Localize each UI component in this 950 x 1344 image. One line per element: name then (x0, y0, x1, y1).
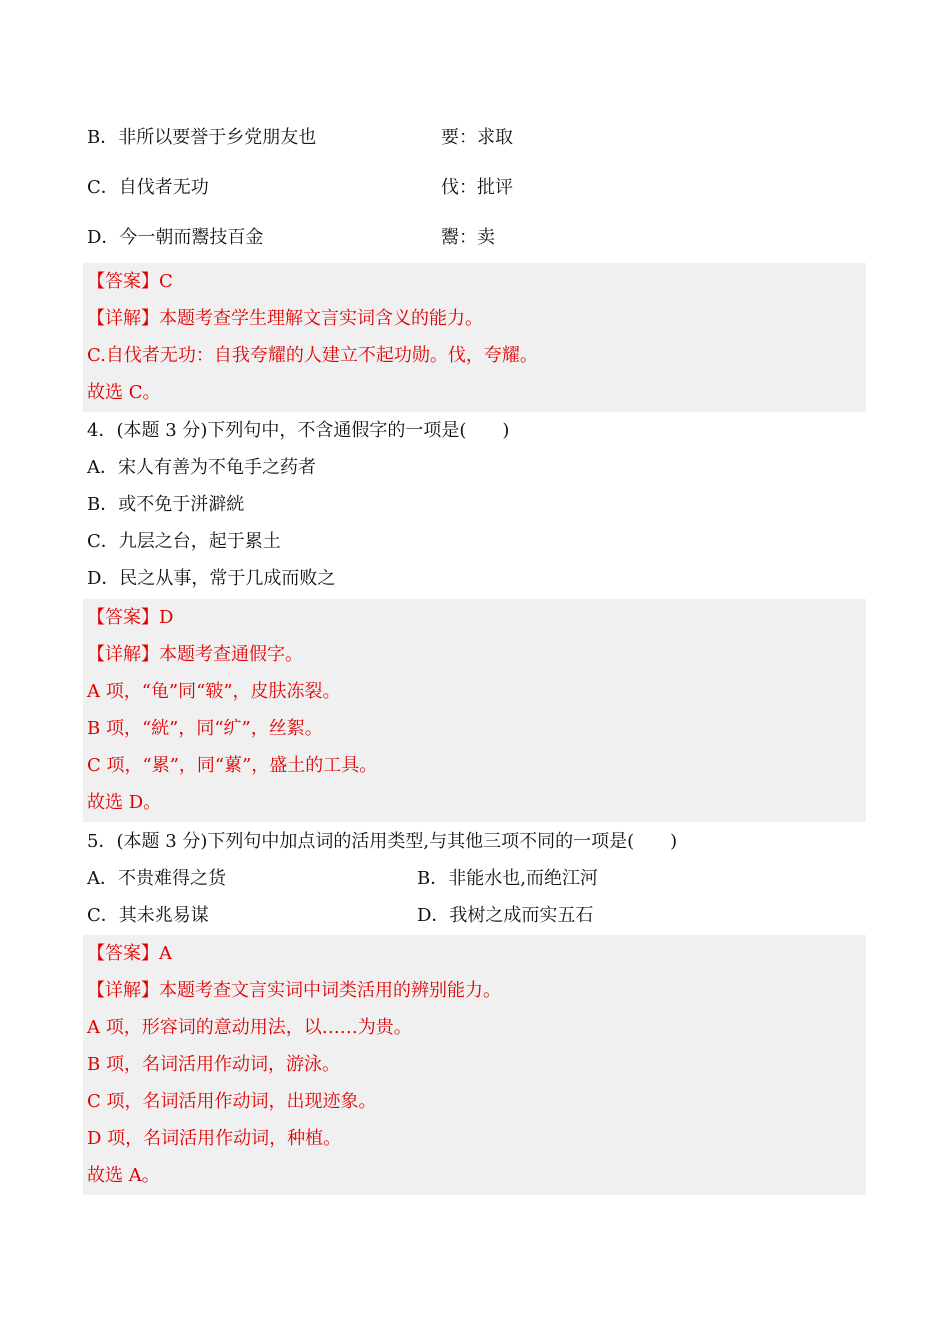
q4-option-c: C．九层之台，起于累土 (87, 531, 281, 552)
q5-option-a: A．不贵难得之货 (87, 868, 226, 889)
q3-option-c (87, 173, 209, 203)
q3-answer-line (87, 267, 173, 297)
q5-detail-label: 【详解】 (87, 980, 159, 1001)
q3-answer-box (83, 263, 866, 412)
q5-answer-value: A (159, 943, 172, 964)
q3-option-d (87, 223, 263, 253)
q5-explanation-c: C 项，名词活用作动词，出现迹象。 (87, 1091, 377, 1112)
q3-option-d-text: D．今一朝而鬻技百金 (87, 227, 264, 248)
q3-answer-label: 【答案】 (87, 271, 159, 292)
q5-option-b: B．非能水也,而绝江河 (417, 868, 598, 889)
q4-explanation-a: A 项，“龟”同“皲”，皮肤冻裂。 (87, 681, 341, 702)
q3-option-c-text: C．自伐者无功 (87, 177, 209, 198)
q4-detail-line (87, 640, 303, 670)
q5-conclusion: 故选 A。 (87, 1165, 160, 1186)
q4-answer-line (87, 603, 173, 633)
q4-explanation-b: B 项，“絖”，同“纩”，丝絮。 (87, 718, 323, 739)
q5-detail-text: 本题考查文言实词中词类活用的辨别能力。 (159, 980, 501, 1001)
q3-option-c-gloss: 伐：批评 (441, 177, 513, 198)
q3-detail-label: 【详解】 (87, 308, 159, 329)
q5-option-d: D．我树之成而实五石 (417, 905, 594, 926)
q3-option-d-gloss: 鬻：卖 (441, 227, 495, 248)
q5-answer-label: 【答案】 (87, 943, 159, 964)
q4-answer-label: 【答案】 (87, 607, 159, 628)
q4-conclusion: 故选 D。 (87, 792, 162, 813)
q3-detail-line (87, 304, 483, 334)
q3-option-b (87, 123, 316, 153)
q4-answer-box (83, 599, 866, 822)
q4-answer-value: D (159, 607, 174, 628)
q4-explanation-c: C 项，“累”，同“蔂”，盛土的工具。 (87, 755, 378, 776)
q5-explanation-a: A 项，形容词的意动用法，以……为贵。 (87, 1017, 412, 1038)
q3-answer-value: C (159, 271, 173, 292)
q4-detail-label: 【详解】 (87, 644, 159, 665)
q3-detail-text: 本题考查学生理解文言实词含义的能力。 (159, 308, 483, 329)
q3-option-b-gloss: 要：求取 (441, 127, 513, 148)
q4-option-a: A．宋人有善为不龟手之药者 (87, 457, 316, 478)
q5-answer-line (87, 939, 172, 969)
q5-explanation-d: D 项，名词活用作动词，种植。 (87, 1128, 342, 1149)
q5-stem: 5．(本题 3 分)下列句中加点词的活用类型,与其他三项不同的一项是( ) (87, 831, 678, 852)
q4-option-b: B．或不免于洴澼絖 (87, 494, 245, 515)
q4-stem: 4．(本题 3 分)下列句中，不含通假字的一项是( ) (87, 420, 510, 441)
q4-detail-text: 本题考查通假字。 (159, 644, 303, 665)
q3-conclusion: 故选 C。 (87, 382, 161, 403)
q3-option-b-text: B．非所以要誉于乡党朋友也 (87, 127, 317, 148)
q5-option-c: C．其未兆易谋 (87, 905, 209, 926)
q4-option-d: D．民之从事，常于几成而败之 (87, 568, 336, 589)
q5-detail-line (87, 976, 501, 1006)
q3-explanation-line: C.自伐者无功：自我夸耀的人建立不起功勋。伐，夸耀。 (87, 345, 538, 366)
q5-explanation-b: B 项，名词活用作动词，游泳。 (87, 1054, 340, 1075)
